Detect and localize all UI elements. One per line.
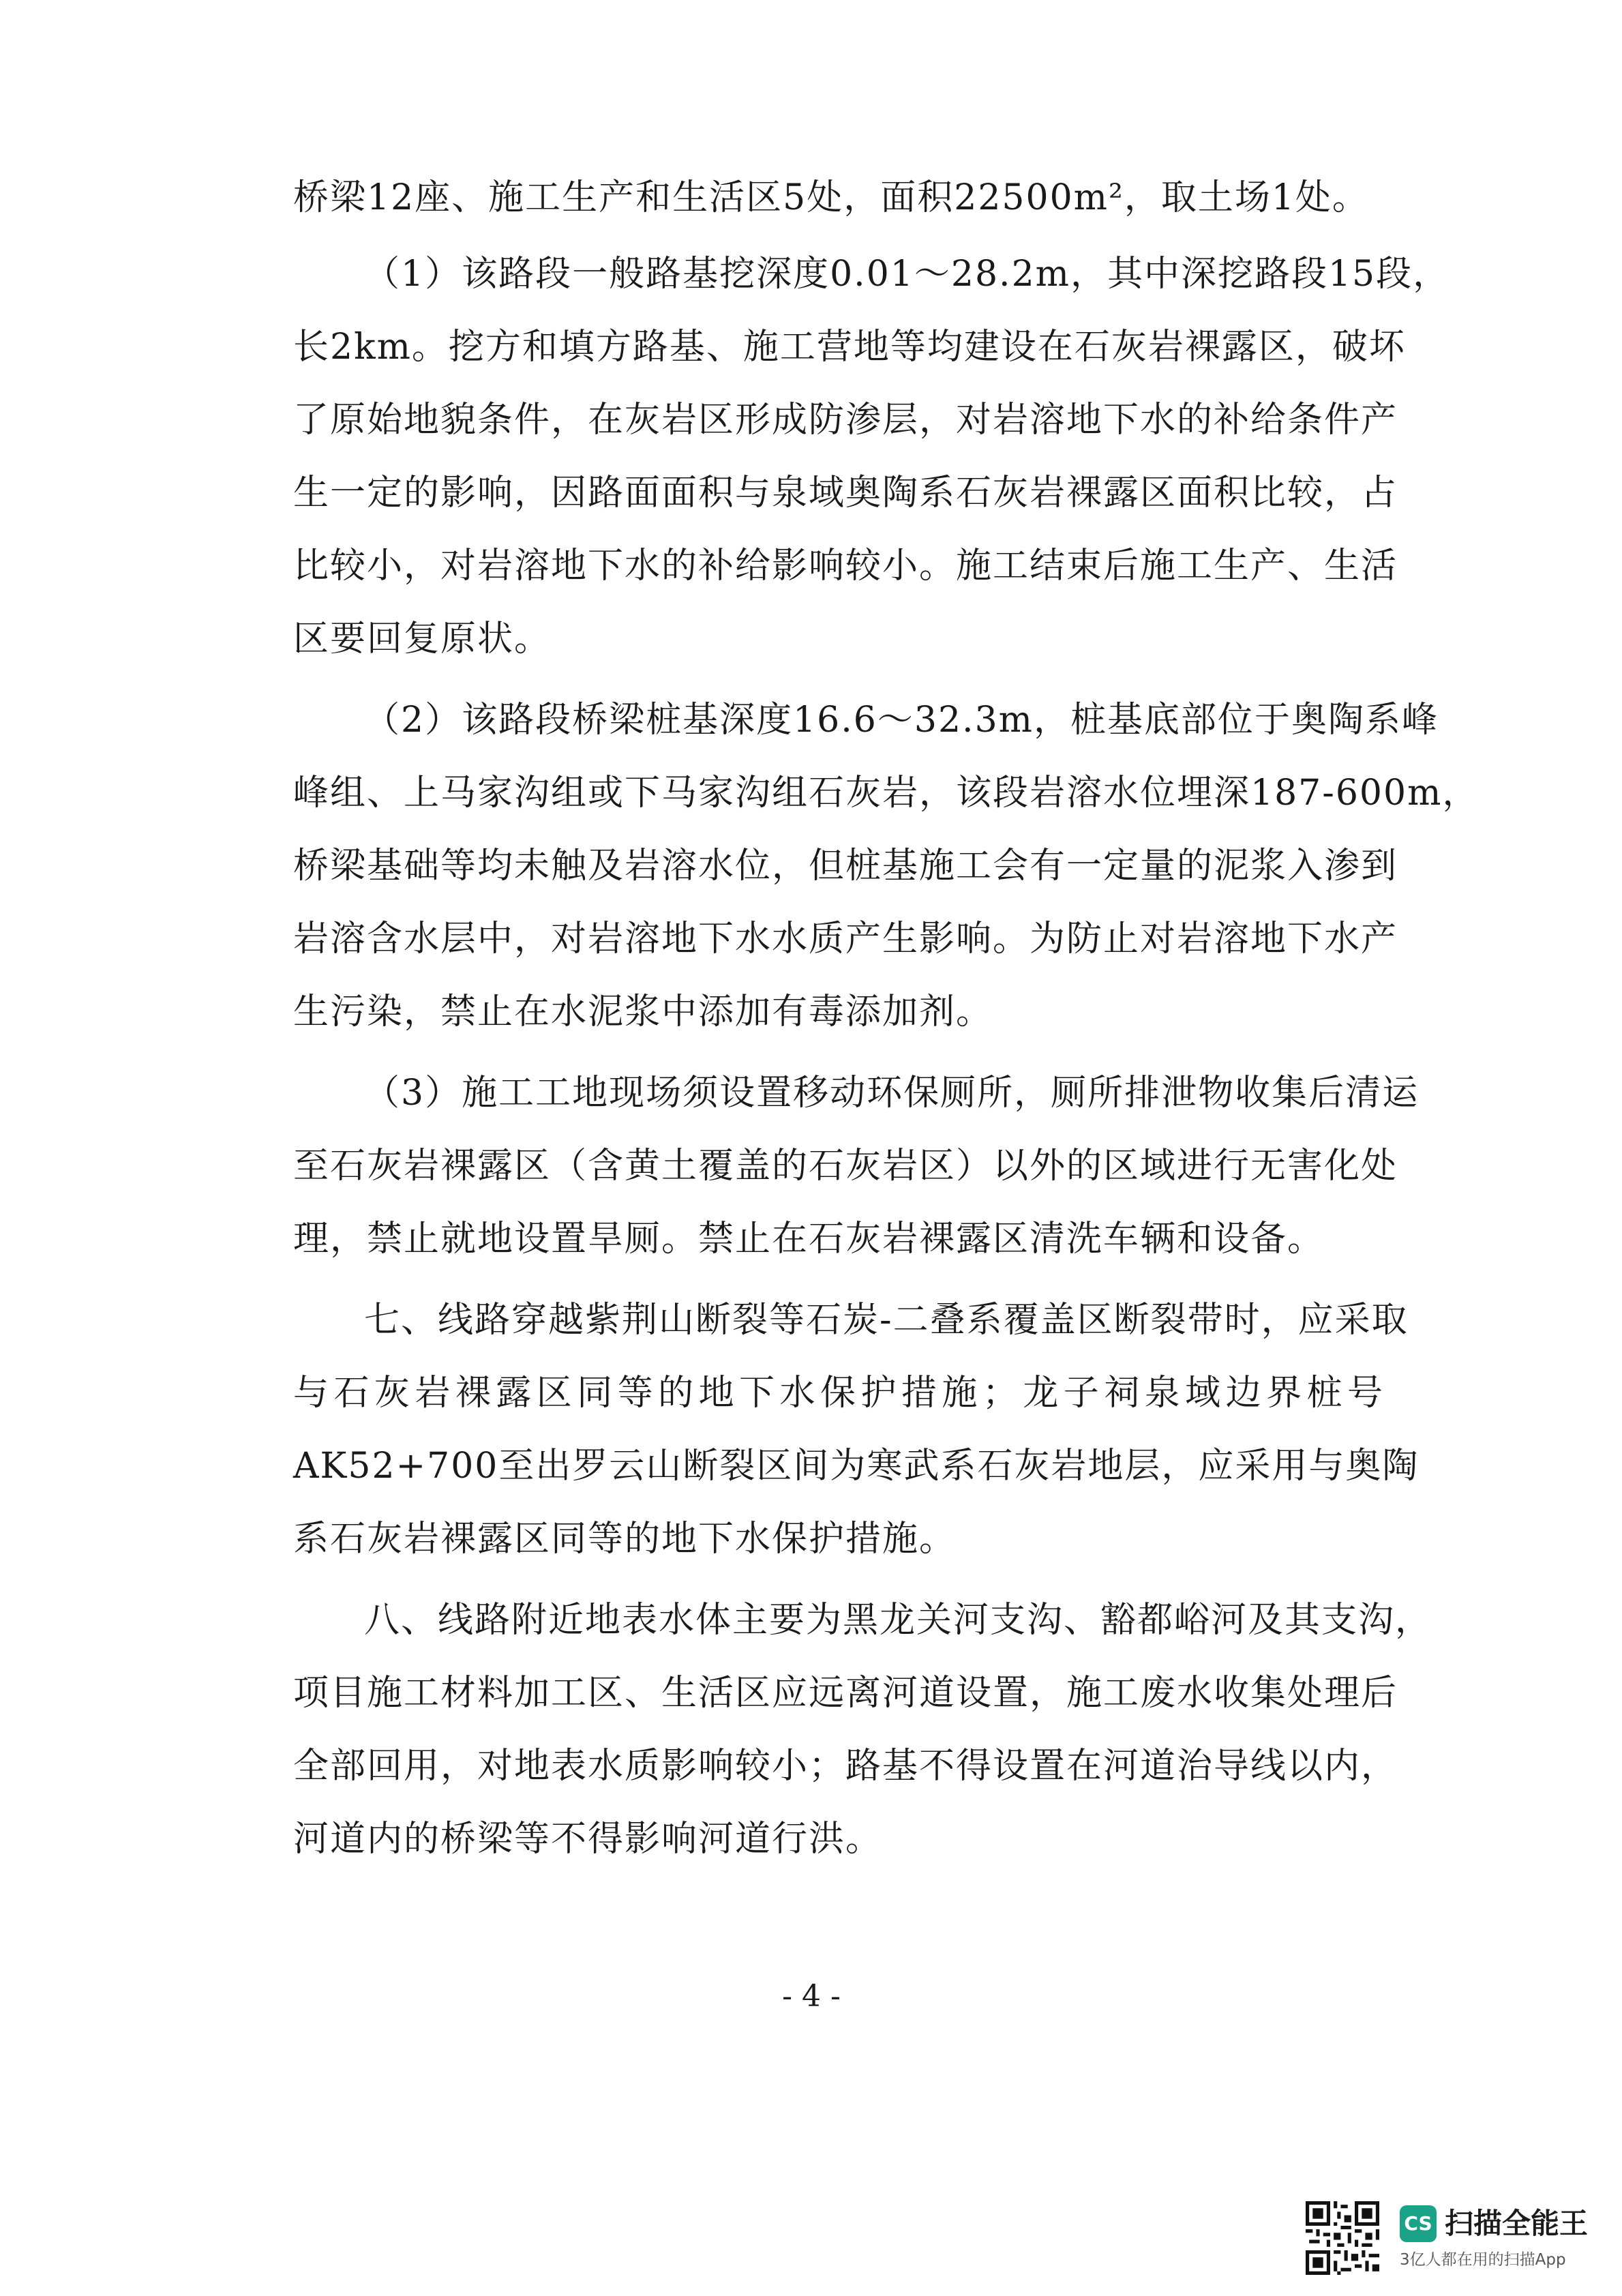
qr-code-icon (1306, 2201, 1379, 2275)
paragraph-line: 与石灰岩裸露区同等的地下水保护措施；龙子祠泉域边界桩号 (293, 1373, 1384, 1414)
scanner-watermark (1306, 2201, 1589, 2278)
paragraph-line: 区要回复原状。 (293, 618, 552, 659)
paragraph-line: 桥梁基础等均未触及岩溶水位，但桩基施工会有一定量的泥浆入渗到 (293, 846, 1398, 886)
paragraph-line: 系石灰岩裸露区同等的地下水保护措施。 (293, 1519, 957, 1560)
paragraph-line: 河道内的桥梁等不得影响河道行洪。 (293, 1819, 883, 1860)
paragraph-line: 八、线路附近地表水体主要为黑龙关河支沟、豁都峪河及其支沟， (364, 1600, 1432, 1641)
paragraph-line: 桥梁12座、施工生产和生活区5处，面积22500m²，取土场1处。 (293, 177, 1369, 218)
paragraph-line: 峰组、上马家沟组或下马家沟组石灰岩，该段岩溶水位埋深187-600m， (293, 773, 1480, 814)
page-number: - 4 - (782, 1979, 841, 2014)
paragraph-line: 比较小，对岩溶地下水的补给影响较小。施工结束后施工生产、生活 (293, 546, 1398, 586)
paragraph-line: 理，禁止就地设置旱厕。禁止在石灰岩裸露区清洗车辆和设备。 (293, 1219, 1325, 1259)
paragraph-line: 岩溶含水层中，对岩溶地下水水质产生影响。为防止对岩溶地下水产 (293, 919, 1398, 959)
paragraph-line: 全部回用，对地表水质影响较小；路基不得设置在河道治导线以内， (293, 1746, 1398, 1787)
paragraph-line: AK52+700至出罗云山断裂区间为寒武系石灰岩地层，应采用与奥陶 (293, 1446, 1420, 1487)
paragraph-line: 项目施工材料加工区、生活区应远离河道设置，施工废水收集处理后 (293, 1673, 1398, 1714)
paragraph-line: （2）该路段桥梁桩基深度16.6～32.3m，桩基底部位于奥陶系峰 (364, 700, 1439, 741)
paragraph-line: （3）施工工地现场须设置移动环保厕所，厕所排泄物收集后清运 (364, 1073, 1420, 1114)
paragraph-line: 长2km。挖方和填方路基、施工营地等均建设在石灰岩裸露区，破坏 (293, 327, 1406, 368)
watermark-brand: 扫描全能王 (1445, 2207, 1589, 2240)
paragraph-line: 至石灰岩裸露区（含黄土覆盖的石灰岩区）以外的区域进行无害化处 (293, 1146, 1398, 1187)
paragraph-line: 七、线路穿越紫荆山断裂等石炭-二叠系覆盖区断裂带时，应采取 (364, 1300, 1409, 1341)
paragraph-line: （1）该路段一般路基挖深度0.01～28.2m，其中深挖路段15段， (364, 254, 1450, 295)
paragraph-line: 生污染，禁止在水泥浆中添加有毒添加剂。 (293, 992, 993, 1032)
paragraph-line: 生一定的影响，因路面面积与泉域奥陶系石灰岩裸露区面积比较，占 (293, 473, 1398, 513)
paragraph-line: 了原始地貌条件，在灰岩区形成防渗层，对岩溶地下水的补给条件产 (293, 400, 1398, 441)
watermark-tagline: 3亿人都在用的扫描App (1400, 2251, 1566, 2269)
camscanner-logo: CS (1400, 2205, 1437, 2242)
